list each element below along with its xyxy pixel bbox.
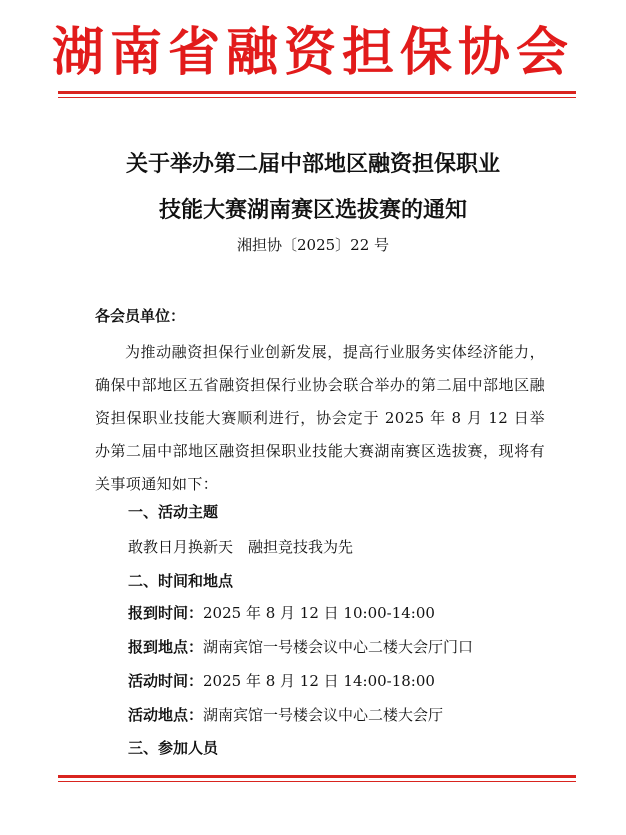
- event-place-value: 湖南宾馆一号楼会议中心二楼大会厅: [203, 706, 444, 724]
- footer-rule-thick: [58, 775, 576, 778]
- theme-content: 敢教日月换新天 融担竞技我为先: [128, 538, 354, 556]
- event-time-label: 活动时间：: [128, 672, 204, 690]
- notice-title-line-1: 关于举办第二届中部地区融资担保职业: [125, 151, 500, 177]
- checkin-time-value: 2025 年 8 月 12 日 10:00-14:00: [203, 604, 435, 622]
- footer-rule-thin: [58, 781, 576, 782]
- checkin-time-label: 报到时间：: [128, 604, 204, 622]
- checkin-place-row: [128, 634, 473, 660]
- event-place-label: 活动地点：: [128, 706, 204, 724]
- intro-paragraph: 为推动融资担保行业创新发展，提高行业服务实体经济能力，确保中部地区五省融资担保行业协会联合举办的第二届中部地区融资担保职业技能大赛顺利进行，协会定于 2025 年 8 月 12 日举办第二届中部地区融资担保职业技能大赛湖南赛区选拔赛，现将有关事项通知如下：: [95, 343, 545, 493]
- event-time-value: 2025 年 8 月 12 日 14:00-18:00: [203, 672, 435, 690]
- document-number: 湘担协〔2025〕22 号: [236, 236, 390, 254]
- checkin-place-label: 报到地点：: [128, 638, 204, 656]
- masthead-rule-thin: [58, 97, 576, 98]
- event-time-row: [128, 668, 435, 694]
- notice-title-line-2: 技能大赛湖南赛区选拔赛的通知: [158, 197, 467, 223]
- event-place-row: [128, 702, 443, 728]
- section-heading-theme: 一、活动主题: [128, 503, 219, 521]
- section-heading-participants: 三、参加人员: [128, 739, 219, 757]
- checkin-time-row: [128, 600, 435, 626]
- checkin-place-value: 湖南宾馆一号楼会议中心二楼大会厅门口: [203, 638, 474, 656]
- addressee: 各会员单位：: [95, 307, 186, 325]
- masthead-title: 湖南省融资担保协会: [51, 22, 574, 83]
- section-heading-time-place: 二、时间和地点: [128, 572, 234, 590]
- masthead-rule-thick: [58, 91, 576, 94]
